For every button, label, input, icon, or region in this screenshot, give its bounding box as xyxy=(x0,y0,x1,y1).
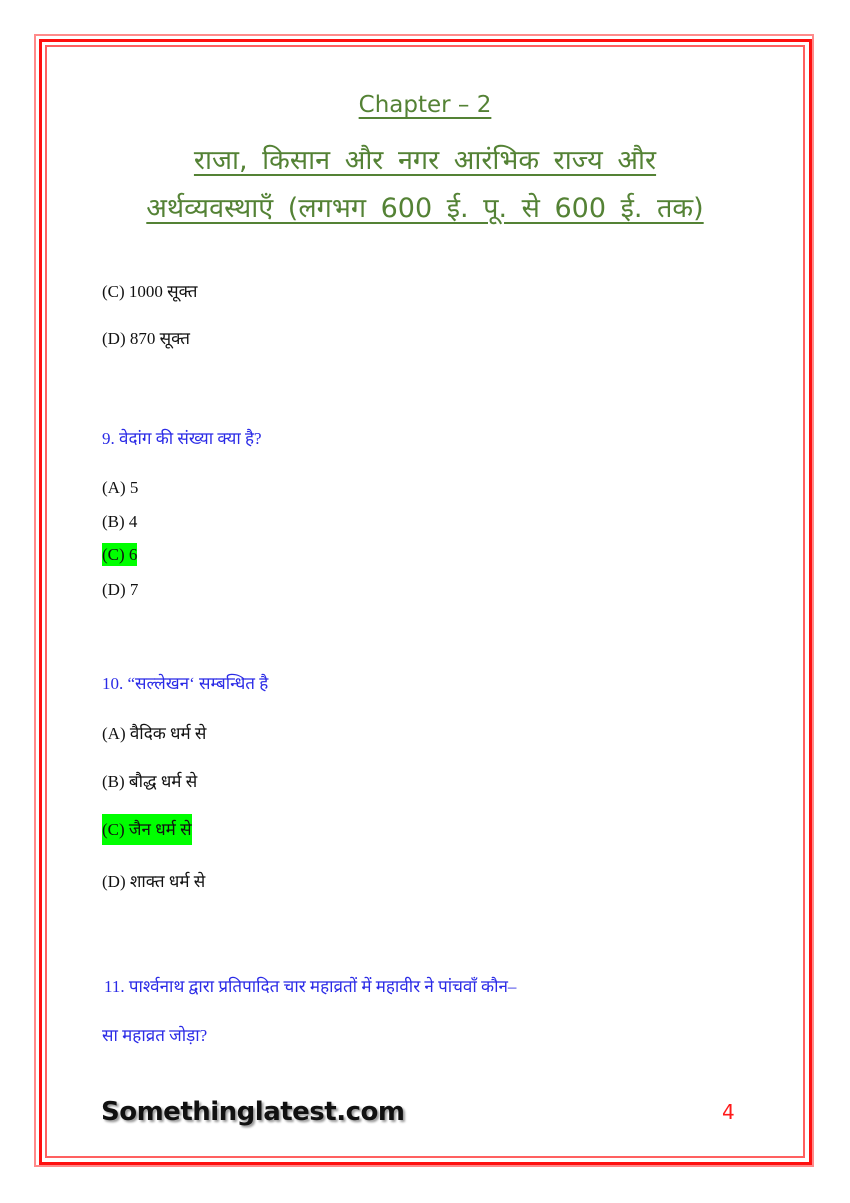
correct-answer-highlight: (C) जैन धर्म से xyxy=(102,814,192,845)
question-11-line2: सा महाव्रत जोड़ा? xyxy=(102,1026,208,1045)
q9-option-d: (D) 7 xyxy=(102,580,139,599)
chapter-title-line2: अर्थव्यवस्थाएँ (लगभग 600 ई. पू. से 600 ई. तक) xyxy=(146,193,704,224)
q9-option-b: (B) 4 xyxy=(102,512,138,531)
prev-option-c: (C) 1000 सूक्त xyxy=(102,282,198,301)
question-9: 9. वेदांग की संख्या क्या है? xyxy=(102,429,262,448)
q10-option-a: (A) वैदिक धर्म से xyxy=(102,724,207,743)
q9-option-a: (A) 5 xyxy=(102,478,139,497)
q10-option-b: (B) बौद्ध धर्म से xyxy=(102,772,198,791)
page-number: 4 xyxy=(722,1100,735,1124)
q10-option-c-correct xyxy=(102,819,192,841)
q10-option-d: (D) शाक्त धर्म से xyxy=(102,872,206,891)
question-10: 10. “सल्लेखन‘ सम्बन्धित है xyxy=(102,674,269,693)
chapter-title-line1: राजा, किसान और नगर आरंभिक राज्य और xyxy=(193,145,657,176)
prev-option-d: (D) 870 सूक्त xyxy=(102,329,190,348)
correct-answer-highlight: (C) 6 xyxy=(102,545,138,564)
chapter-heading: Chapter – 2 xyxy=(358,92,492,118)
question-11-line1: 11. पार्श्वनाथ द्वारा प्रतिपादित चार महाव्रतों में महावीर ने पांचवाँ कौन– xyxy=(104,977,517,996)
q9-option-c-correct xyxy=(102,544,137,566)
footer-site-name: Somethinglatest.com xyxy=(101,1097,405,1127)
